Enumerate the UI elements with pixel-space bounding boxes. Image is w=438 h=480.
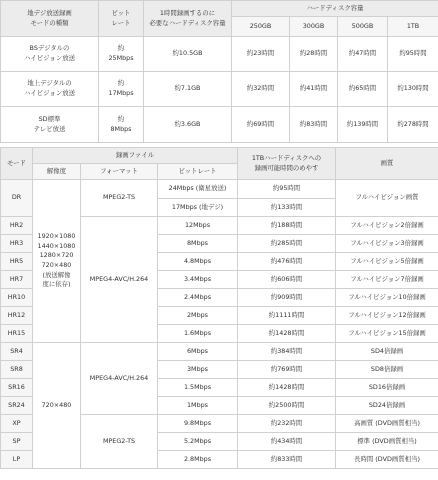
hours-cell: 約833時間 [238,451,336,469]
resolution-hd-cell: 1920×1080 1440×1080 1280×720 720×480 (放送解像 度に依存) [33,180,81,343]
capacity-cell: 約3.6GB [144,107,232,143]
hours-cell: 約2500時間 [238,397,336,415]
recording-mode-table [0,147,438,469]
hours-cell: 約769時間 [238,361,336,379]
bitrate-cell: 3Mbps [158,361,238,379]
bitrate-cell: 8Mbps [158,235,238,253]
hours-cell: 約83時間 [290,107,338,143]
hours-cell: 約606時間 [238,271,336,289]
hours-cell: 約65時間 [338,72,388,107]
bitrate-cell: 12Mbps [158,217,238,235]
hdd-capacity-table [0,0,438,143]
mode-cell: XP [1,415,33,433]
quality-cell: 長時間 (DVD画質相当) [336,451,438,469]
hours-cell: 約32時間 [232,72,290,107]
quality-cell: フルハイビジョン10倍録画 [336,289,438,307]
hours-cell: 約476時間 [238,253,336,271]
hours-cell: 約23時間 [232,37,290,72]
broadcast-type: SD標準 テレビ放送 [1,107,99,143]
hours-cell: 約47時間 [338,37,388,72]
hours-cell: 約384時間 [238,343,336,361]
hours-cell: 約278時間 [388,107,438,143]
bitrate-cell: 3.4Mbps [158,271,238,289]
hours-cell: 約28時間 [290,37,338,72]
hours-cell: 約133時間 [238,199,336,217]
hours-cell: 約130時間 [388,72,438,107]
mode-cell: HR5 [1,253,33,271]
header-size-500gb: 500GB [338,17,388,37]
quality-cell: フルハイビジョン7倍録画 [336,271,438,289]
format-cell: MPEG4-AVC/H.264 [81,343,158,415]
quality-cell: フルハイビジョン15倍録画 [336,325,438,343]
bitrate-cell: 約 25Mbps [99,37,144,72]
bitrate-cell: 2Mbps [158,307,238,325]
hours-cell: 約139時間 [338,107,388,143]
bitrate-cell: 17Mbps (地デジ) [158,199,238,217]
bitrate-cell: 1.6Mbps [158,325,238,343]
mode-cell: HR12 [1,307,33,325]
mode-cell: HR10 [1,289,33,307]
quality-cell: フルハイビジョン12倍録画 [336,307,438,325]
mode-cell: HR7 [1,271,33,289]
header-hours-1tb: 1TBハードディスクへの 録画可能時間のめやす [238,148,336,180]
header-hdd-capacity: ハードディスク容量 [232,1,438,17]
bitrate-cell: 約 17Mbps [99,72,144,107]
header-size-250gb: 250GB [232,17,290,37]
mode-cell: HR2 [1,217,33,235]
quality-cell: SD8倍録画 [336,361,438,379]
header-bitrate: ビット レート [99,1,144,37]
bitrate-cell: 1.5Mbps [158,379,238,397]
mode-cell: HR15 [1,325,33,343]
header-quality: 画質 [336,148,438,180]
header-size-1tb: 1TB [388,17,438,37]
hours-cell: 約41時間 [290,72,338,107]
hours-cell: 約188時間 [238,217,336,235]
mode-cell: SR4 [1,343,33,361]
table-row [1,343,438,361]
bitrate-cell: 6Mbps [158,343,238,361]
bitrate-cell: 4.8Mbps [158,253,238,271]
format-cell: MPEG4-AVC/H.264 [81,217,158,343]
header-mode-type: 地デジ放送録画 モードの種類 [1,1,99,37]
hours-cell: 約95時間 [238,180,336,199]
quality-cell: SD24倍録画 [336,397,438,415]
format-cell: MPEG2-TS [81,180,158,217]
bitrate-cell: 5.2Mbps [158,433,238,451]
quality-cell: SD4倍録画 [336,343,438,361]
table-row [1,180,438,199]
mode-cell: SR16 [1,379,33,397]
header-capacity-per-hour: 1時間録画するのに 必要なハードディスク容量 [144,1,232,37]
hours-cell: 約69時間 [232,107,290,143]
quality-cell: フルハイビジョン2倍録画 [336,217,438,235]
hours-cell: 約1111時間 [238,307,336,325]
header-bitrate: ビットレート [158,164,238,180]
header-size-300gb: 300GB [290,17,338,37]
capacity-cell: 約10.5GB [144,37,232,72]
hours-cell: 約1428時間 [238,325,336,343]
hours-cell: 約909時間 [238,289,336,307]
table-row [1,37,438,72]
hours-cell: 約285時間 [238,235,336,253]
quality-cell: 標準 (DVD画質相当) [336,433,438,451]
header-mode: モード [1,148,33,180]
mode-cell: LP [1,451,33,469]
hours-cell: 約95時間 [388,37,438,72]
hours-cell: 約434時間 [238,433,336,451]
bitrate-cell: 1Mbps [158,397,238,415]
bitrate-cell: 2.4Mbps [158,289,238,307]
mode-cell: DR [1,180,33,217]
header-recording-file: 録画ファイル [33,148,238,164]
broadcast-type: 地上デジタルの ハイビジョン放送 [1,72,99,107]
quality-cell: 高画質 (DVD画質相当) [336,415,438,433]
mode-cell: SR24 [1,397,33,415]
resolution-sd-cell: 720×480 [33,343,81,469]
quality-cell: フルハイビジョン3倍録画 [336,235,438,253]
header-resolution: 解像度 [33,164,81,180]
quality-cell: フルハイビジョン5倍録画 [336,253,438,271]
mode-cell: HR3 [1,235,33,253]
bitrate-cell: 2.8Mbps [158,451,238,469]
quality-cell: フルハイビジョン画質 [336,180,438,217]
header-format: フォーマット [81,164,158,180]
hours-cell: 約1428時間 [238,379,336,397]
mode-cell: SR8 [1,361,33,379]
bitrate-cell: 9.8Mbps [158,415,238,433]
table-row [1,72,438,107]
table-row [1,107,438,143]
broadcast-type: BSデジタルの ハイビジョン放送 [1,37,99,72]
hours-cell: 約232時間 [238,415,336,433]
capacity-cell: 約7.1GB [144,72,232,107]
bitrate-cell: 約 8Mbps [99,107,144,143]
bitrate-cell: 24Mbps (衛星放送) [158,180,238,199]
format-cell: MPEG2-TS [81,415,158,469]
mode-cell: SP [1,433,33,451]
quality-cell: SD16倍録画 [336,379,438,397]
